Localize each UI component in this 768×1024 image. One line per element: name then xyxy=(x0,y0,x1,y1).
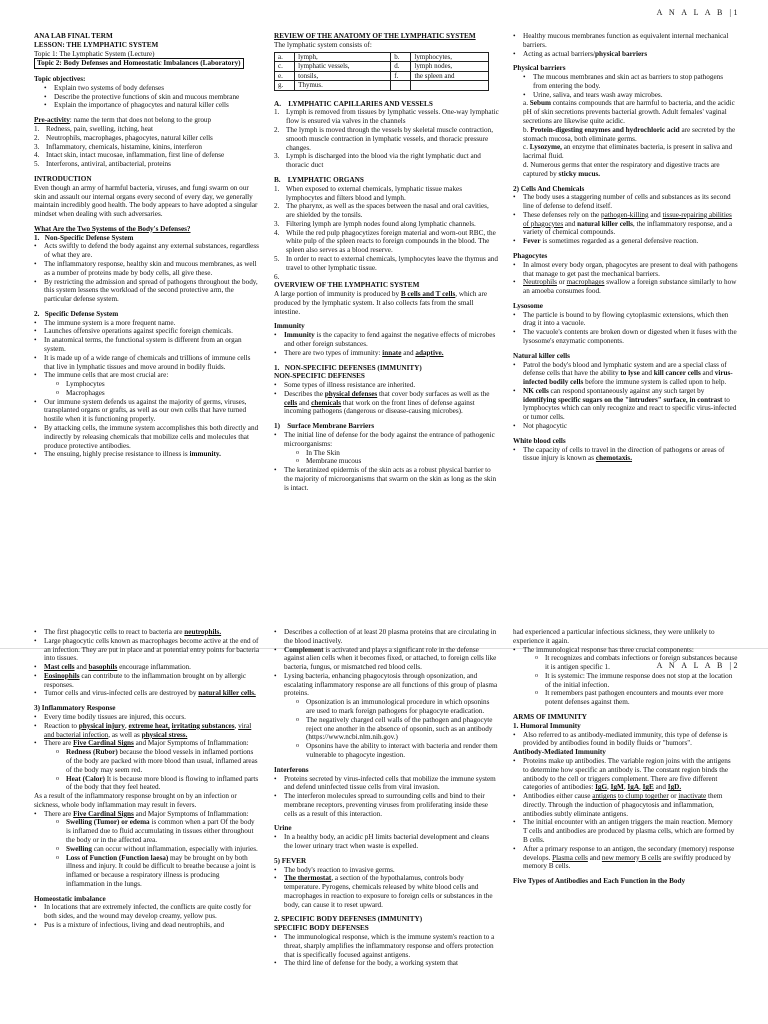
specific-list xyxy=(34,319,259,380)
document-title: ANA LAB FINAL TERM xyxy=(34,32,113,40)
list-item: 2. The pharynx, as well as the spaces between the nasal and oral cavities, are shielded by the tonsils. xyxy=(274,202,489,220)
cells-chemicals-list xyxy=(513,193,738,246)
interferons-list xyxy=(274,775,499,819)
list-item: o In The Skin xyxy=(296,449,499,458)
list-item: o It recognizes and combats infections or foreign substances because it is antigen specific 1. xyxy=(535,654,738,672)
list-item: • Eosinophils can contribute to the inflammation brought on by allergic responses. xyxy=(34,672,259,690)
wbc-list xyxy=(513,446,738,464)
list-item: o Opsonization is an immunological procedure in which opsonins are used to mark foreign pathogens for phagocyte eradication. xyxy=(296,698,499,716)
table-row: a. lymph, b. lymphocytes, xyxy=(275,52,489,62)
review-heading: REVIEW OF THE ANATOMY OF THE LYMPHATIC SYSTEM xyxy=(274,32,476,40)
list-item: • Antibodies either cause antigens to clump together or inactivate them directly. Through the induction of phagocytosis and inflammation, antibodies subtly eliminate antigens. xyxy=(513,792,738,818)
list-item: o Swelling (Tumor) or edema is common when a part Of the body is inflamed due to fluid accumulating in tissues either throughout the body or in the affected area. xyxy=(56,818,259,844)
list-item: 3. Lymph is discharged into the blood via the right lymphatic duct and thoracic duct xyxy=(274,152,481,170)
list-item: 3. Inflammatory, chemicals, histamine, kinins, interferon xyxy=(34,142,203,151)
list-item: • The immunological response, which is the immune system's reaction to a threat, sharply amplifies the inflammatory response and offers protection that is specifically focused against antigens. xyxy=(274,933,499,959)
list-item: • Patrol the body's blood and lymphatic system and are a special class of defense cells that have the ability to lyse and kill cancer cells and virus-infected bodily cells before the immune system is called upon to help. xyxy=(513,361,738,387)
list-item: • By attacking cells, the immune system accomplishes this both directly and indirectly by releasing chemicals that mobilize cells and molecules that produce protective antibodies. xyxy=(34,424,259,450)
list-item: • Our immune system defends us against the majority of germs, viruses, transplanted organs or grafts, as well as our own cells that have turned hostile when it is functioning properly. xyxy=(34,398,259,424)
nonspecific-defenses-heading: 1. NON-SPECIFIC DEFENSES (IMMUNITY) xyxy=(274,363,422,372)
list-item: • By restricting the admission and spread of pathogens throughout the body, this system lessens the workload of the second protective arm, the particular defense system. xyxy=(34,278,259,304)
topic-1: Topic 1: The Lymphatic System (Lecture) xyxy=(34,49,155,58)
list-item: • The inflammatory response, healthy skin and mucous membranes, as well as a number of proteins made by body cells, all give these. xyxy=(34,260,259,278)
list-item: • The initial encounter with an antigen triggers the main reaction. Memory T cells and antibodies are produced by plasma cells, which are formed by B cells. xyxy=(513,818,738,844)
list-item: o Macrophages xyxy=(56,389,259,398)
inflammatory-list xyxy=(34,713,259,748)
list-item: 4. Intact skin, intact mucosae, inflammation, first line of defense xyxy=(34,151,225,160)
list-item: • The third line of defense for the body, a working system that xyxy=(274,959,499,968)
specific-defenses-heading: 2. SPECIFIC BODY DEFENSES (IMMUNITY) xyxy=(274,915,423,924)
list-item: o It is systemic: The immune response does not stop at the location of the initial infection. xyxy=(535,672,738,690)
immunity-list xyxy=(274,331,499,357)
page1-column-1 xyxy=(34,32,259,636)
page2-column-2 xyxy=(274,628,499,1024)
specific-defenses-list xyxy=(274,933,499,968)
list-item: 5. Interferons, antiviral, antibacterial, proteins xyxy=(34,160,171,169)
list-item: • The immunological response has three crucial components: xyxy=(513,646,738,655)
page2-column-3 xyxy=(513,628,738,1024)
list-item: • The immune cells that are most crucial are: xyxy=(34,371,259,380)
list-item: • There are two types of immunity: innate and adaptive. xyxy=(274,349,499,358)
nk-cells-heading: Natural killer cells xyxy=(513,351,570,360)
list-item: 2. The lymph is moved through the vessels by skeletal muscle contraction, smooth muscle contraction in lymphatic vessels, and thoracic pressure changes. xyxy=(274,126,493,152)
humoral-heading: 1. Humoral Immunity xyxy=(513,721,581,730)
nonspecific-list xyxy=(34,242,259,303)
immune-cells-list xyxy=(56,380,259,398)
list-item: 2. Neutrophils, macrophages, phagocytes, natural killer cells xyxy=(34,133,213,142)
list-item: • Not phagocytic xyxy=(513,422,738,431)
section-a-heading: A. LYMPHATIC CAPILLARIES AND VESSELS xyxy=(274,99,433,108)
introduction-heading: INTRODUCTION xyxy=(34,174,92,183)
introduction-text: Even though an army of harmful bacteria, viruses, and fungi swarm on our skin and assault our internal organs every second of every day, we generally maintain incredibly good health. The body appears to have adopted a singular mindset when dealing with such adversaries. xyxy=(34,183,258,219)
five-types-heading: Five Types of Antibodies and Each Function in the Body xyxy=(513,877,686,886)
list-item: • Complement is activated and plays a significant role in the defense against alien cells when it becomes fixed, or attached, to foreign cells like bacteria, fungus, or mismatched red blood cells. xyxy=(274,646,499,672)
physical-barriers-list xyxy=(513,73,738,99)
list-item: • These defenses rely on the pathogen-killing and tissue-repairing abilities of phagocytes and natural killer cells, the inflammatory response, and a variety of chemical compounds. xyxy=(513,211,738,237)
list-item: 1. When exposed to external chemicals, lymphatic tissue makes lymphocytes and filters blood and lymph. xyxy=(274,184,463,202)
list-item: • The body uses a staggering number of cells and substances as its second line of defense to defend itself. xyxy=(513,193,738,211)
objectives-heading: Topic objectives: xyxy=(34,75,86,84)
list-item: • Lysing bacteria, enhancing phagocytosis through opsonization, and escalating inflammatory response are all functions of this group of plasma proteins. xyxy=(274,672,499,698)
list-item: • The mucous membranes and skin act as barriers to stop pathogens from entering the body. xyxy=(523,73,738,91)
specific-defenses-subheading: SPECIFIC BODY DEFENSES xyxy=(274,924,369,933)
antibody-mediated-heading: Antibody-Mediated Immunity xyxy=(513,748,606,757)
list-item: • In anatomical terms, the functional system is different from an organ system. xyxy=(34,336,259,354)
nk-cells-list xyxy=(513,361,738,431)
page1-column-3 xyxy=(513,32,738,636)
wbc-heading: White blood cells xyxy=(513,436,566,445)
phagocytes-list xyxy=(513,261,738,296)
page-header: A N A L A B |2 xyxy=(656,661,740,670)
list-item: • It is made up of a wide range of chemicals and trillions of immune cells that live in lymphatic tissues and move around in bodily fluids. xyxy=(34,354,259,372)
interferons-heading: Interferons xyxy=(274,765,309,774)
list-item: • Acts swiftly to defend the body against any external substances, regardless of what they are. xyxy=(34,242,259,260)
list-item: • The interferon molecules spread to surrounding cells and bind to their membrane receptors, preventing viruses from proliferating inside these cells as a result of this interaction. xyxy=(274,792,499,818)
section-b-list xyxy=(274,185,499,273)
surface-barriers-list-2 xyxy=(274,466,499,492)
list-item: • Proteins make up antibodies. The variable region joins with the antigens to determine how specific an antibody is. The constant region binds the antibody to the cell or triggers complement. There are five different categories of antibodies: IgG, IgM, IgA, IgE and IgD. xyxy=(513,757,738,792)
list-item: • Also referred to as antibody-mediated immunity, this type of defense is provided by antibodies found in bodily fluids or "humors". xyxy=(513,731,738,749)
page-header: A N A L A B |1 xyxy=(656,8,740,17)
nonspecific-heading: 1. Non-Specific Defense System xyxy=(34,233,134,242)
continued-text: had experienced a particular infectious sickness, they were unlikely to experience it again. xyxy=(513,628,715,645)
lymphatic-components-table xyxy=(274,52,489,91)
list-number-6: 6. xyxy=(274,272,280,281)
list-item: • Every time bodily tissues are injured, this occurs. xyxy=(34,713,259,722)
list-item: • After a primary response to an antigen, the secondary (memory) response develops. Plasma cells and new memory B cells are swiftly produced by memory B cells. xyxy=(513,845,738,871)
list-item: b. Protein-digesting enzymes and hydrochloric acid are secreted by the stomach mucosa, both eliminate germs. xyxy=(523,125,736,143)
section-b-heading: B. LYMPHATIC ORGANS xyxy=(274,175,364,184)
list-item: • The immune system is a more frequent name. xyxy=(34,319,259,328)
list-item: • Describes the physical defenses that cover body surfaces as well as the cells and chemicals that work on the front lines of defense against incoming pathogens (dangerous or disease-causing microbes). xyxy=(274,390,499,416)
antibody-list xyxy=(513,757,738,871)
list-item: • Healthy mucous membranes function as equivalent internal mechanical barriers. xyxy=(513,32,738,50)
list-item: 1. Lymph is removed from tissues by lymphatic vessels. One-way lymphatic flow is ensured via valves in the channels xyxy=(274,108,499,126)
list-item: 3. Filtering lymph are lymph nodes found along lymphatic channels. xyxy=(274,219,476,228)
homeostatic-heading: Homeostatic imbalance xyxy=(34,894,106,903)
list-item: • Urine, saliva, and tears wash away microbes. xyxy=(523,91,738,100)
list-item: • In almost every body organ, phagocytes are present to deal with pathogens that manage to get past the mechanical barriers. xyxy=(513,261,738,279)
immune-response-list xyxy=(513,646,738,655)
list-item: • Mast cells and basophils encourage inflammation. xyxy=(34,663,259,672)
list-item: • Proteins secreted by virus-infected cells that mobilize the immune system and defend uninfected tissue cells from viral invasion. xyxy=(274,775,499,793)
homeostatic-list xyxy=(34,903,259,929)
list-item: • The body's reaction to invasive germs. xyxy=(274,866,499,875)
table-row: e. tonsils, f. the spleen and xyxy=(275,71,489,81)
list-item: a. Sebum contains compounds that are harmful to bacteria, and the acidic pH of skin secretions prevents bacterial growth. Adult females' vaginal secretions are likewise quite acidic. xyxy=(523,99,735,126)
list-item: • Tumor cells and virus-infected cells are destroyed by natural killer cells. xyxy=(34,689,259,698)
barrier-list xyxy=(513,32,738,58)
specific-list-continued xyxy=(34,398,259,459)
phagocytes-heading: Phagocytes xyxy=(513,251,548,260)
list-item: o Loss of Function (Function laesa) may be brought on by both illness and injury. It could be difficult to breathe because a joint is inflamed or because a respiratory illness is producing inflammation in the lungs. xyxy=(56,854,259,889)
list-item: • Describe the protective functions of skin and mucous membrane xyxy=(44,93,259,102)
immune-components-list xyxy=(535,654,738,707)
overview-text: A large portion of immunity is produced by B cells and T cells, which are produced by the lymphatic system. It also collects fats from the small intestine. xyxy=(274,290,488,316)
overview-heading: OVERVIEW OF THE LYMPHATIC SYSTEM xyxy=(274,281,420,290)
list-item: 5. In order to react to external chemicals, lymphocytes leave the thymus and travel to other lymphatic tissue. xyxy=(274,254,498,272)
fever-heading: 5) FEVER xyxy=(274,856,307,865)
phagocyte-cells-list xyxy=(34,628,259,698)
specific-heading: 2. Specific Defense System xyxy=(34,309,119,318)
table-row: c. lymphatic vessels, d. lymph nodes, xyxy=(275,62,489,72)
list-item: • The capacity of cells to travel in the direction of pathogens or areas of tissue injury is known as chemotaxis. xyxy=(513,446,738,464)
list-item: • Acting as actual barriers/physical barriers xyxy=(513,50,738,59)
review-subtitle: The lymphatic system consists of: xyxy=(274,40,372,49)
list-item: • There are Five Cardinal Signs and Major Symptoms of Inflammation: xyxy=(34,739,259,748)
physical-barriers-heading: Physical barriers xyxy=(513,64,566,73)
list-item: • Immunity is the capacity to fend against the negative effects of microbes and other foreign substances. xyxy=(274,331,499,349)
preactivity-instruction: Pre-activity: name the term that does not belong to the group xyxy=(34,116,212,125)
list-item: • In a healthy body, an acidic pH limits bacterial development and cleans the lower urinary tract when waste is expelled. xyxy=(274,833,499,851)
list-item: • Large phagocytic cells known as macrophages become active at the end of an infection. They are put in place and at potential entry points for bacteria into tissues. xyxy=(34,637,259,663)
list-item: • NK cells can respond spontaneously against any such target by identifying specific sugars on the "intruders" surface, in contrast to lymphocytes which can only recognize and react to specific virus-infected or tumor cells. xyxy=(513,387,738,422)
list-item: • The keratinized epidermis of the skin acts as a robust physical barrier to the majority of microorganisms that swarm on the skin as long as the skin is intact. xyxy=(274,466,499,492)
list-item: • The ensuing, highly precise resistance to illness is immunity. xyxy=(34,450,259,459)
surface-barriers-sublist xyxy=(296,449,499,467)
list-item: • Pus is a mixture of infectious, living and dead neutrophils, and xyxy=(34,921,259,930)
table-row: g. Thymus. xyxy=(275,81,489,91)
preactivity-list xyxy=(34,125,259,169)
list-item: • The thermostat, a section of the hypothalamus, controls body temperature. Pyrogens, chemicals released by white blood cells and macrophages in reaction to exposure to foreign cells or substances in the body, can cause it to reset upward. xyxy=(274,874,499,909)
lysosome-heading: Lysosome xyxy=(513,301,543,310)
list-item: • The first phagocytic cells to react to bacteria are neutrophils. xyxy=(34,628,259,637)
arms-heading: ARMS OF IMMUNITY xyxy=(513,713,587,722)
cardinal-signs-list xyxy=(56,748,259,792)
nonspecific-defenses-subheading: NON-SPECIFIC DEFENSES xyxy=(274,372,365,381)
list-item: • Describes a collection of at least 20 plasma proteins that are circulating in the blood inactively. xyxy=(274,628,499,646)
topic-2-box: Topic 2: Body Defenses and Homeostatic Imbalances (Laboratory) xyxy=(34,58,244,69)
list-item: • Launches offensive operations against specific foreign chemicals. xyxy=(34,327,259,336)
list-item: 4. While the red pulp phagocytizes foreign material and worn-out RBC, the white pulp of the spleen reacts to foreign compounds in the blood. The spleen also serves as a blood reserve. xyxy=(274,228,496,255)
list-item: o Redness (Rubor) because the blood vessels in inflamed portions of the body are packed with more blood than usual, inflamed areas of the body may seem red. xyxy=(56,748,259,774)
page2-column-1 xyxy=(34,628,259,1024)
surface-barriers-heading: 1) Surface Membrane Barriers xyxy=(274,422,375,431)
cells-chemicals-heading: 2) Cells And Chemicals xyxy=(513,184,585,193)
list-item: • Some types of illness resistance are inherited. xyxy=(274,381,499,390)
inflammatory-heading: 3) Inflammatory Response xyxy=(34,704,116,713)
list-item: • The vacuole's contents are broken down or digested when it fuses with the lysosome's enzymatic components. xyxy=(513,328,738,346)
opsonization-list xyxy=(296,698,499,759)
complement-list xyxy=(274,628,499,698)
cardinal-signs-list-2 xyxy=(56,818,259,888)
inflammatory-list-2 xyxy=(34,810,259,819)
immunity-heading: Immunity xyxy=(274,322,305,331)
list-item: o Opsonins have the ability to interact with bacteria and render them vulnerable to phagocyte ingestion. xyxy=(296,742,499,760)
list-item: • Explain the importance of phagocytes and natural killer cells xyxy=(44,101,259,110)
list-item: • Explain two systems of body defenses xyxy=(44,84,259,93)
fever-list xyxy=(274,866,499,910)
list-item: o The negatively charged cell walls of the pathogen and phagocyte reject one another in the absence of opsonin, such as an antibody (https://www.ncbi.nlm.nih.gov.) xyxy=(296,716,499,742)
two-systems-heading: What Are the Two Systems of the Body's Defenses? xyxy=(34,224,191,233)
surface-barriers-list xyxy=(274,431,499,449)
urine-heading: Urine xyxy=(274,824,292,833)
list-item: o It remembers past pathogen encounters and mounts ever more potent defenses against them. xyxy=(535,689,738,707)
list-item: • Neutrophils or macrophages swallow a foreign substance similarly to how an amoeba consumes food. xyxy=(513,278,738,296)
section-a-list xyxy=(274,108,499,169)
list-item: o Heat (Calor) It is because more blood is flowing to inflamed parts of the body that they feel heated. xyxy=(56,775,259,793)
list-item: 1. Redness, pain, swelling, itching, heat xyxy=(34,125,153,134)
list-item: o Swelling can occur without inflammation, especially with injuries. xyxy=(56,845,259,854)
list-item: • The initial line of defense for the body against the entrance of pathogenic microorganisms: xyxy=(274,431,499,449)
list-item: • There are Five Cardinal Signs and Major Symptoms of Inflammation: xyxy=(34,810,259,819)
urine-list xyxy=(274,833,499,851)
nonspecific-defenses-list xyxy=(274,381,499,416)
page1-column-2 xyxy=(274,32,499,636)
list-item: o Membrane mucous xyxy=(296,457,499,466)
list-item: c. Lysozyme, an enzyme that eliminates bacteria, is present in saliva and lacrimal fluid. xyxy=(523,143,733,161)
list-item: • Fever is sometimes regarded as a general defensive reaction. xyxy=(513,237,738,246)
lysosome-list xyxy=(513,311,738,346)
list-item: • The particle is bound to by flowing cytoplasmic extensions, which then drag it into a vacuole. xyxy=(513,311,738,329)
secretions-list xyxy=(513,99,738,178)
objectives-list xyxy=(34,84,259,110)
list-item: • In locations that are extremely infected, the conflicts are quite costly for both sides, and the wound may develop creamy, yellow pus. xyxy=(34,903,259,921)
list-item: • Reaction to physical injury, extreme heat, irritating substances, viral and bacterial infection, as well as physical stress. xyxy=(34,722,259,740)
inflammation-result-text: As a result of the inflammatory response brought on by an infection or sickness, whole body inflammation may result in fevers. xyxy=(34,792,237,809)
lesson-title: LESSON: THE LYMPHATIC SYSTEM xyxy=(34,40,159,49)
list-item: d. Numerous germs that enter the respiratory and digestive tracts are captured by sticky mucus. xyxy=(523,160,720,178)
humoral-list xyxy=(513,731,738,749)
list-item: o Lymphocytes xyxy=(56,380,259,389)
